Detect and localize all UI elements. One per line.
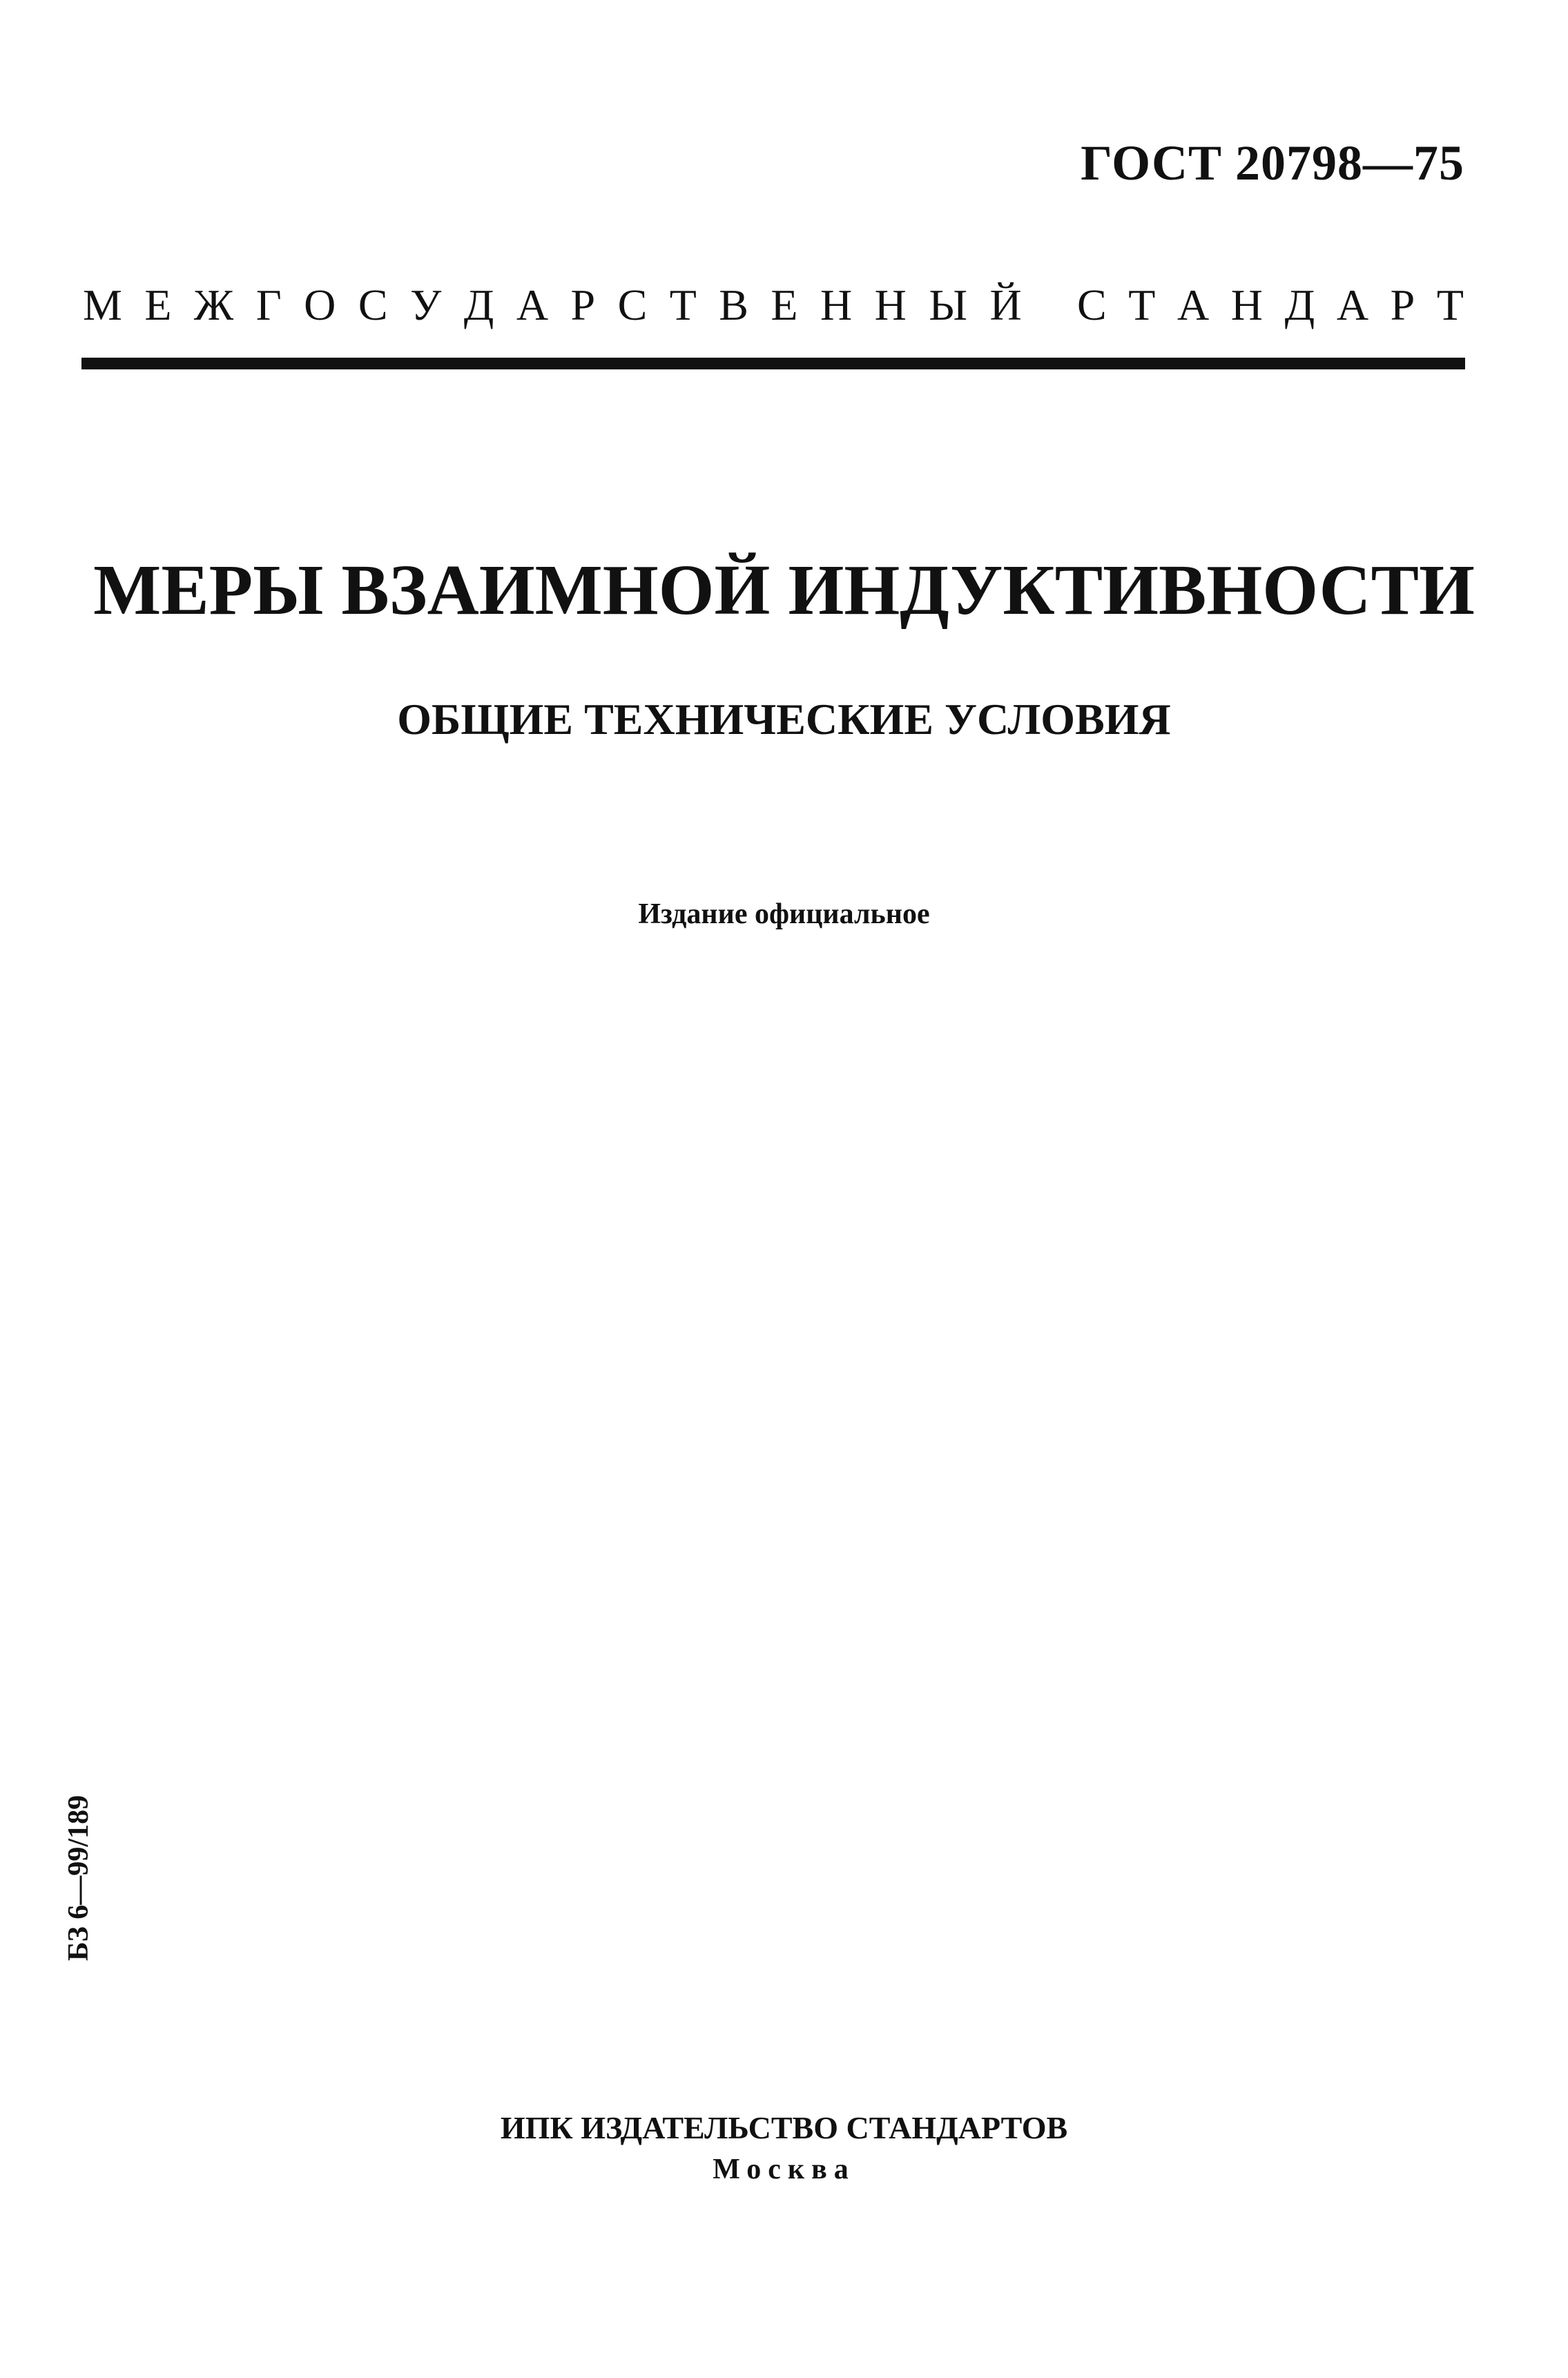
edition-note: Издание официальное — [638, 898, 930, 930]
letter: А — [516, 280, 549, 329]
letter: А — [1336, 280, 1369, 329]
letter: Е — [144, 280, 172, 329]
letter: Р — [570, 280, 596, 329]
standard-type-heading — [83, 280, 1464, 331]
letter: Д — [1284, 280, 1315, 329]
letter: Ж — [193, 280, 234, 329]
standard-type-word-1 — [83, 280, 1022, 331]
letter: Й — [989, 280, 1022, 329]
letter: Д — [463, 280, 494, 329]
publisher-city: Москва — [713, 2154, 855, 2185]
letter: У — [409, 280, 442, 329]
letter: Ы — [929, 280, 968, 329]
letter: М — [83, 280, 122, 329]
letter: Н — [820, 280, 853, 329]
letter: В — [719, 280, 748, 329]
letter: Т — [1128, 280, 1156, 329]
side-code: БЗ 6—99/189 — [63, 1795, 95, 1961]
document-number: ГОСТ 20798—75 — [1081, 135, 1464, 191]
letter: Т — [669, 280, 697, 329]
header-divider — [81, 358, 1465, 369]
letter: Н — [874, 280, 907, 329]
publisher-name: ИПК ИЗДАТЕЛЬСТВО СТАНДАРТОВ — [500, 2110, 1068, 2145]
letter: А — [1177, 280, 1210, 329]
standard-type-word-2 — [1077, 280, 1464, 331]
letter: Н — [1230, 280, 1263, 329]
subtitle: ОБЩИЕ ТЕХНИЧЕСКИЕ УСЛОВИЯ — [397, 695, 1171, 744]
letter: С — [1077, 280, 1107, 329]
letter: Р — [1390, 280, 1415, 329]
letter: Т — [1436, 280, 1464, 329]
main-title: МЕРЫ ВЗАИМНОЙ ИНДУКТИВНОСТИ — [93, 550, 1475, 630]
letter: С — [617, 280, 648, 329]
letter: О — [304, 280, 336, 329]
letter: С — [358, 280, 388, 329]
letter: Г — [255, 280, 282, 329]
letter: Е — [771, 280, 798, 329]
